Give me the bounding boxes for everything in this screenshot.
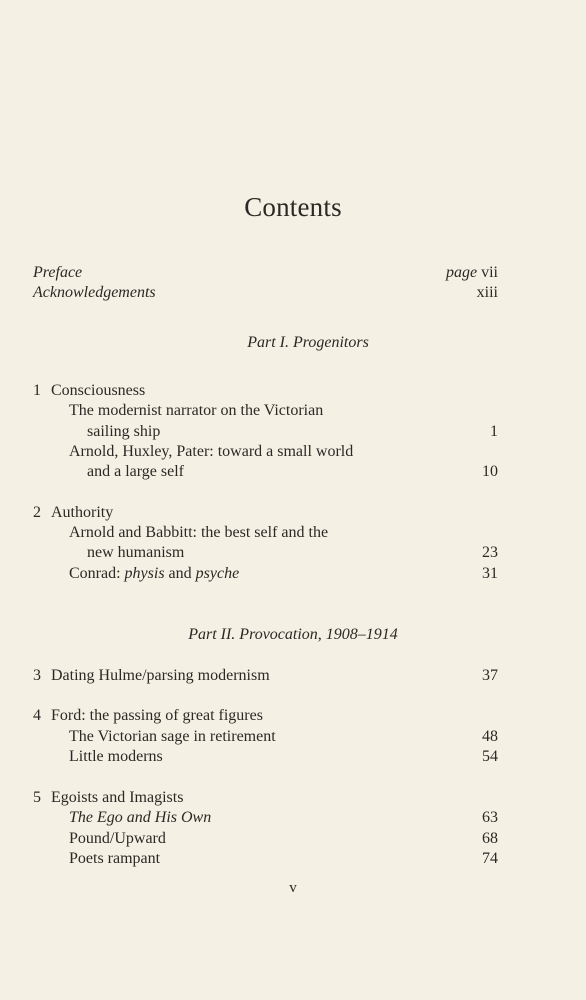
page-number: 68 xyxy=(482,830,498,847)
page-number: 23 xyxy=(482,544,498,561)
chapter-title: Authority xyxy=(51,504,114,521)
chapter-5 xyxy=(33,788,498,808)
section-line xyxy=(33,462,498,482)
section-text: The Victorian sage in retirement xyxy=(69,728,276,745)
page-number: 10 xyxy=(482,463,498,480)
section-text: and a large self xyxy=(87,463,184,480)
section-line: The modernist narrator on the Victorian xyxy=(69,402,324,419)
toc-entry-acknowledgements xyxy=(33,283,498,303)
section-line xyxy=(33,564,498,584)
section-line: Arnold and Babbitt: the best self and the xyxy=(69,524,329,541)
chapter-title: Egoists and Imagists xyxy=(51,789,184,806)
section-text: The Ego and His Own xyxy=(69,809,212,826)
section-text: Poets rampant xyxy=(69,850,161,867)
section-line xyxy=(33,543,498,563)
entry-label: Preface xyxy=(33,264,83,281)
part-heading-2: Part II. Provocation, 1908–1914 xyxy=(188,626,398,643)
section-line xyxy=(33,808,498,828)
section-italic: physis xyxy=(124,565,165,582)
page-number: 54 xyxy=(482,748,498,765)
chapter-1 xyxy=(33,381,498,401)
section-text: Pound/Upward xyxy=(69,830,166,847)
entry-label: Acknowledgements xyxy=(33,284,156,301)
chapter-number: 1 xyxy=(33,382,41,399)
page-number: 31 xyxy=(482,565,498,582)
chapter-3 xyxy=(33,666,498,686)
page-title: Contents xyxy=(244,192,342,222)
section-text: Conrad: xyxy=(69,565,125,582)
chapter-2 xyxy=(33,503,498,523)
section-text: new humanism xyxy=(87,544,185,561)
chapter-number: 2 xyxy=(33,504,41,521)
chapter-4 xyxy=(33,706,498,726)
page-number: 74 xyxy=(482,850,498,867)
section-line xyxy=(33,727,498,747)
section-line xyxy=(33,829,498,849)
section-line: Arnold, Huxley, Pater: toward a small world xyxy=(69,443,354,460)
toc-entry-preface xyxy=(33,263,498,283)
section-line xyxy=(33,849,498,869)
chapter-number: 5 xyxy=(33,789,41,806)
section-line xyxy=(33,747,498,767)
page-number: 37 xyxy=(482,667,498,684)
section-text: Little moderns xyxy=(69,748,163,765)
page-number: 48 xyxy=(482,728,498,745)
section-text: sailing ship xyxy=(87,423,161,440)
page-prefix: page xyxy=(446,264,478,281)
part-heading-1: Part I. Progenitors xyxy=(247,334,369,351)
section-line xyxy=(33,422,498,442)
section-italic: psyche xyxy=(195,565,240,582)
page-number: vii xyxy=(481,264,498,281)
chapter-title: Ford: the passing of great figures xyxy=(51,707,263,724)
section-text: and xyxy=(164,565,196,582)
page-number: 1 xyxy=(490,423,498,440)
chapter-title: Dating Hulme/parsing modernism xyxy=(51,667,270,684)
folio-page-number: v xyxy=(289,880,297,896)
chapter-number: 4 xyxy=(33,707,41,724)
chapter-title: Consciousness xyxy=(51,382,146,399)
page-number: xiii xyxy=(476,284,498,301)
chapter-number: 3 xyxy=(33,667,41,684)
page-number: 63 xyxy=(482,809,498,826)
